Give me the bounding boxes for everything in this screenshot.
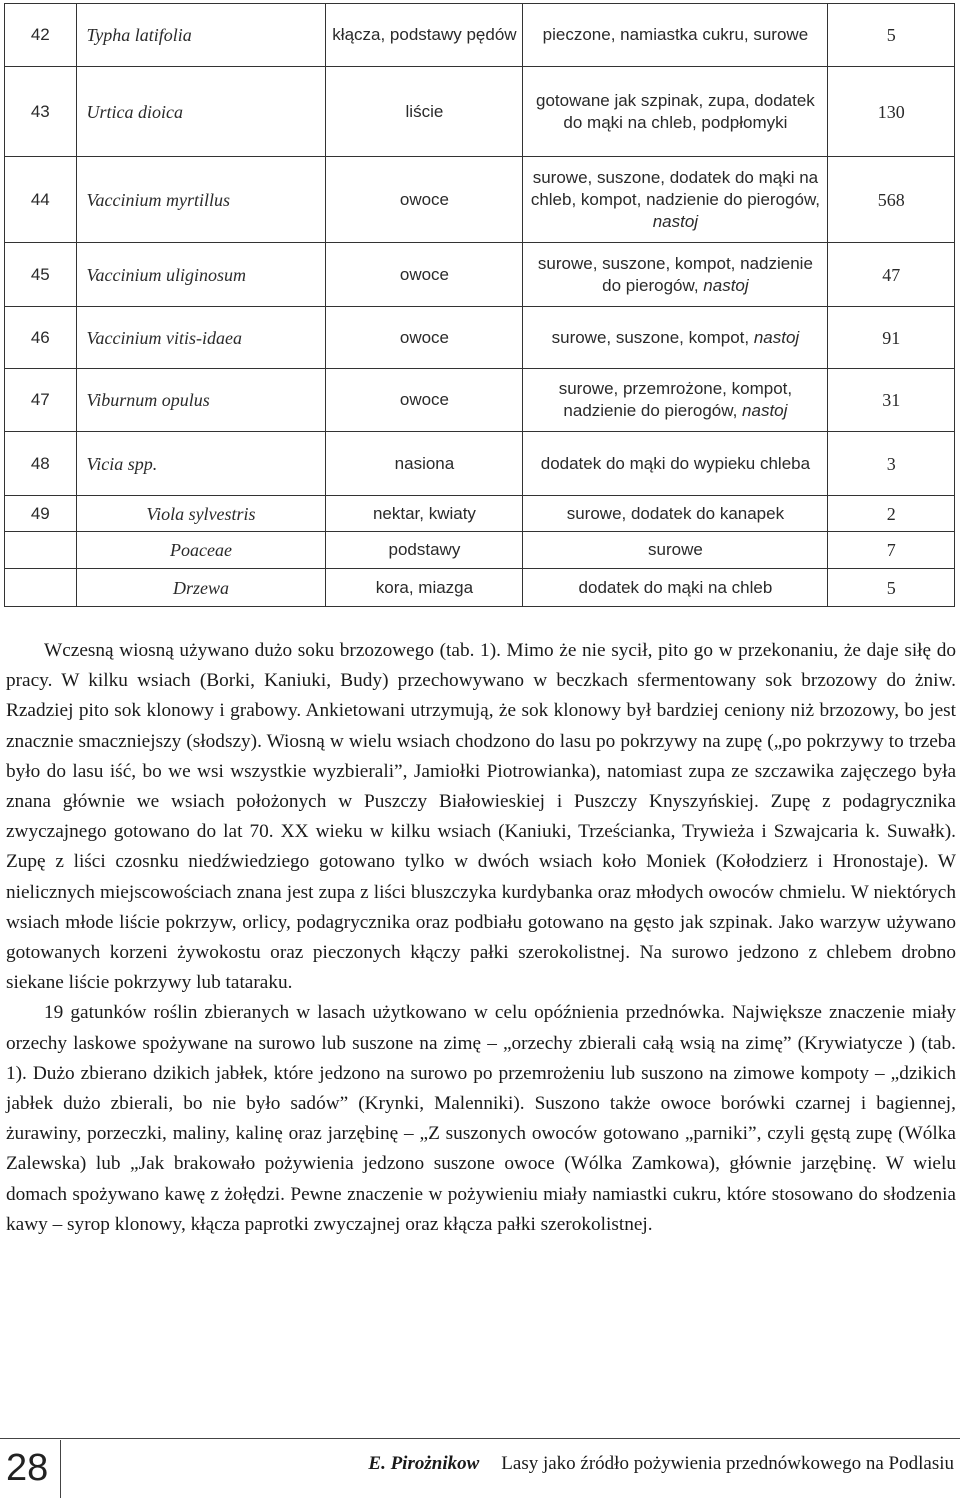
plant-part: owoce	[326, 243, 523, 307]
usage-cell	[523, 307, 828, 369]
plant-part: podstawy	[326, 532, 523, 569]
record-count: 31	[828, 369, 955, 432]
row-number: 47	[5, 369, 77, 432]
footer-rule	[0, 1438, 960, 1439]
species-name: Vaccinium myrtillus	[76, 157, 326, 243]
usage-cell	[523, 157, 828, 243]
usage-italic: nastoj	[742, 401, 788, 420]
plant-part: nasiona	[326, 432, 523, 496]
table-row	[5, 369, 955, 432]
species-name: Drzewa	[76, 569, 326, 607]
plant-part: owoce	[326, 369, 523, 432]
row-number: 45	[5, 243, 77, 307]
record-count: 5	[828, 4, 955, 67]
record-count: 130	[828, 67, 955, 157]
usage-cell	[523, 67, 828, 157]
record-count: 568	[828, 157, 955, 243]
table-row	[5, 67, 955, 157]
footer-title: Lasy jako źródło pożywienia przednówkowego na Podlasiu	[501, 1453, 954, 1474]
species-name: Viola sylvestris	[76, 496, 326, 532]
usage-text: pieczone, namiastka cukru, surowe	[542, 25, 809, 44]
row-number: 44	[5, 157, 77, 243]
paragraph-1: Wczesną wiosną używano dużo soku brzozowego (tab. 1). Mimo że nie sycił, pito go w przekonaniu, że daje siłę do pracy. W kilku wsiach (Borki, Kaniuki, Budy) przechowywano w beczkach sfermentowany sok brzozowy do żniw. Rzadziej pito sok klonowy i grabowy. Ankietowani utrzymują, że sok klonowy był bardziej ceniony niż brzozowy, bo jest znacznie smaczniejszy (słodszy). Wiosną w wielu wsiach chodzono do lasu po pokrzywy na zupę („po pokrzywy to trzeba było do lasu iść, bo we wsi wszystkie wyzbierali”, Jamiołki Piotrowianka), natomiast zupa ze szczawika zajęczego była znana głównie we wsiach położonych w Puszczy Białowieskiej i Puszczy Knyszyńskiej. Zupę z podagrycznika zwyczajnego gotowano do lat 70. XX wieku w kilku wsiach (Kaniuki, Trześcianka, Trywieża i Szwajcaria k. Suwałk). Zupę z liści czosnku niedźwiedziego gotowano tylko w dwóch wsiach koło Moniek (Kołodzierz i Hronostaje). W nielicznych miejscowościach znana jest zupa z liści bluszczyka kurdybanka oraz młodych owoców chmielu. W niektórych wsiach młode liście pokrzyw, orlicy, podagrycznika oraz podbiału gotowano na gęsto jak szpinak. Jako warzyw używano gotowanych korzeni żywokostu oraz pieczonych kłączy pałki szerokolistnej. Na surowo jedzono z chlebem drobno siekane liście pokrzywy lub tataraku.	[6, 640, 956, 994]
plant-part: owoce	[326, 157, 523, 243]
species-name: Poaceae	[76, 532, 326, 569]
usage-cell	[523, 369, 828, 432]
usage-text: gotowane jak szpinak, zupa, dodatek do mąki na chleb, podpłomyki	[536, 90, 815, 132]
usage-cell	[523, 243, 828, 307]
species-name: Vaccinium uliginosum	[76, 243, 326, 307]
plant-part: owoce	[326, 307, 523, 369]
usage-text: surowe, suszone, kompot,	[551, 327, 754, 347]
row-number: 42	[5, 4, 77, 67]
species-name: Urtica dioica	[76, 67, 326, 157]
plants-table-body	[5, 4, 955, 607]
table-row	[5, 569, 955, 607]
record-count: 2	[828, 496, 955, 532]
row-number: 49	[5, 496, 77, 532]
usage-text: surowe, przemrożone, kompot, nadzienie do pierogów,	[558, 379, 793, 420]
record-count: 3	[828, 432, 955, 496]
species-name: Vaccinium vitis-idaea	[76, 307, 326, 369]
record-count: 5	[828, 569, 955, 607]
row-number: 48	[5, 432, 77, 496]
row-number: 43	[5, 67, 77, 157]
footer-author: E. Pirożnikow	[368, 1453, 480, 1474]
species-name: Typha latifolia	[76, 4, 326, 67]
plant-part: kora, miazga	[326, 569, 523, 607]
table-row	[5, 432, 955, 496]
footer-separator	[60, 1440, 61, 1498]
plant-part: liście	[326, 67, 523, 157]
table-row	[5, 243, 955, 307]
usage-text: dodatek do mąki do wypieku chleba	[540, 453, 811, 473]
paragraph-2: 19 gatunków roślin zbieranych w lasach użytkowano w celu opóźnienia przednówka. Największe znaczenie miały orzechy laskowe spożywane na surowo lub suszone na zimę – „orzechy zbierali całą wsią na zimę” (Krywiatycze ) (tab. 1). Dużo zbierano dzikich jabłek, które jedzono na surowo po przemrożeniu lub suszono na zimowe kompoty – „dzikich jabłek dużo zbierali, bo nie było sadów” (Krynki, Malenniki). Suszono także owoce borówki czarnej i bagiennej, żurawiny, porzeczki, maliny, kalinę oraz jarzębinę – „Z suszonych owoców gotowano „parniki”, czyli gęstą zupę (Wólka Zalewska) lub „Jak brakowało pożywienia jedzono suszone owoce (Wólka Zamkowa), głównie jarzębinę. W wielu domach spożywano kawę z żołędzi. Pewne znaczenie w pożywieniu miały namiastki cukru, które stosowano do słodzenia kawy – syrop klonowy, kłącza paprotki zwyczajnej oraz kłącza pałki szerokolistnej.	[6, 1002, 956, 1235]
body-text	[6, 636, 956, 1240]
usage-cell: surowe, dodatek do kanapek	[523, 496, 828, 532]
table-row	[5, 532, 955, 569]
running-footer	[368, 1452, 954, 1476]
usage-cell: surowe	[523, 532, 828, 569]
page-number: 28	[6, 1447, 49, 1489]
row-number: 46	[5, 307, 77, 369]
table-row	[5, 4, 955, 67]
usage-text: surowe, suszone, dodatek do mąki na chleb, kompot, nadzienie do pierogów,	[530, 167, 821, 209]
record-count: 91	[828, 307, 955, 369]
plant-part: kłącza, podstawy pędów	[326, 4, 523, 67]
plants-table	[4, 3, 955, 607]
table-row	[5, 157, 955, 243]
usage-cell	[523, 432, 828, 496]
record-count: 47	[828, 243, 955, 307]
usage-text: surowe, suszone, kompot, nadzienie do pierogów,	[537, 253, 813, 295]
species-name: Vicia spp.	[76, 432, 326, 496]
row-number	[5, 569, 77, 607]
species-name: Viburnum opulus	[76, 369, 326, 432]
row-number	[5, 532, 77, 569]
record-count: 7	[828, 532, 955, 569]
table-row	[5, 307, 955, 369]
usage-cell	[523, 4, 828, 67]
plant-part: nektar, kwiaty	[326, 496, 523, 532]
usage-italic: nastoj	[753, 327, 800, 347]
table-row	[5, 496, 955, 532]
usage-italic: nastoj	[652, 211, 699, 231]
usage-italic: nastoj	[703, 275, 749, 295]
usage-cell: dodatek do mąki na chleb	[523, 569, 828, 607]
